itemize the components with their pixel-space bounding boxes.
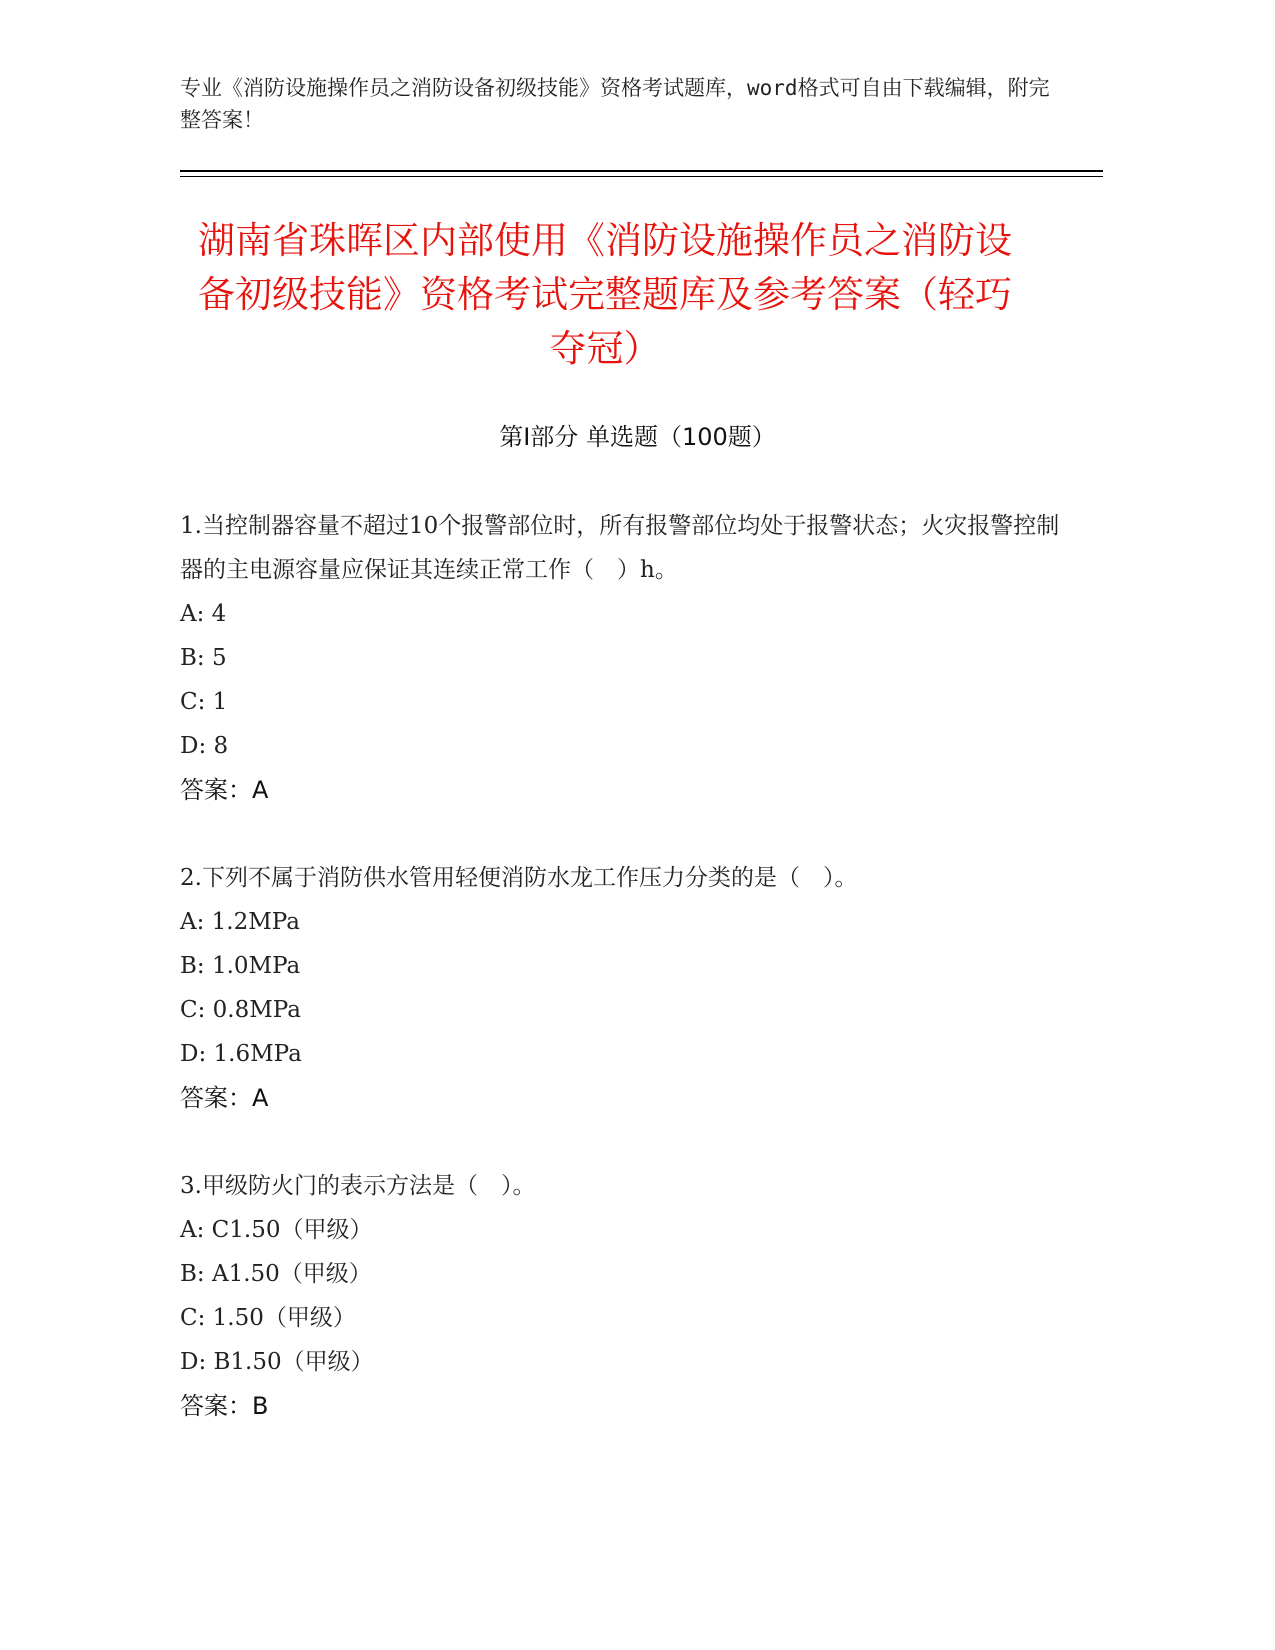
option-c: C: 0.8MPa [180,997,301,1023]
option-b: B: A1.50（甲级） [180,1261,372,1287]
option-d: D: 1.6MPa [180,1041,302,1067]
question-2 [180,856,1060,1120]
option-b: B: 5 [180,645,227,671]
option-b: B: 1.0MPa [180,953,301,979]
question-1 [180,504,1060,812]
option-a: A: C1.50（甲级） [180,1217,373,1243]
option-d: D: 8 [180,733,229,759]
option-c: C: 1.50（甲级） [180,1305,356,1331]
question-3 [180,1164,1060,1428]
question-text: 2.下列不属于消防供水管用轻便消防水龙工作压力分类的是（ ）。 [180,865,858,891]
option-d: D: B1.50（甲级） [180,1349,374,1375]
option-a: A: 1.2MPa [180,909,300,935]
option-c: C: 1 [180,689,228,715]
document-title: 湖南省珠晖区内部使用《消防设施操作员之消防设备初级技能》资格考试完整题库及参考答案（轻巧夺冠） [198,219,1012,370]
answer: 答案：A [180,1084,269,1112]
section-title: 第Ⅰ部分 单选题（100题） [499,423,776,451]
header-rule-thin [180,176,1103,177]
header-note: 专业《消防设施操作员之消防设备初级技能》资格考试题库，word格式可自由下载编辑，附完整答案！ [180,76,1050,132]
header-rule-thick [180,170,1103,172]
answer: 答案：A [180,776,269,804]
question-list [180,504,1060,1472]
option-a: A: 4 [180,601,227,627]
question-text: 1.当控制器容量不超过10个报警部位时，所有报警部位均处于报警状态；火灾报警控制器的主电源容量应保证其连续正常工作（ ）h。 [180,513,1060,583]
answer: 答案：B [180,1392,269,1420]
question-text: 3.甲级防火门的表示方法是（ ）。 [180,1173,536,1199]
